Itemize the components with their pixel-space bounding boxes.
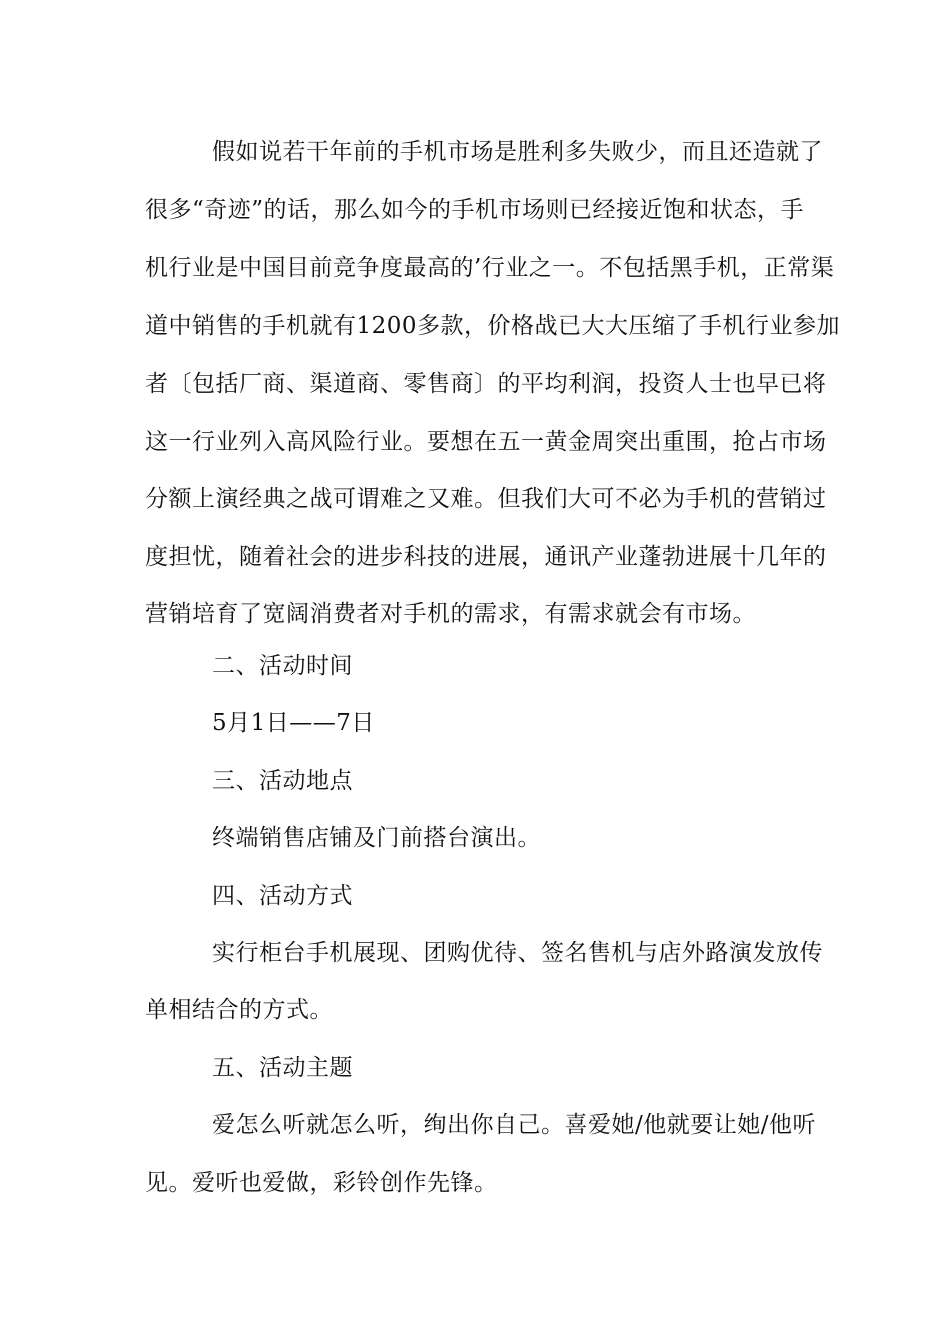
section-method-line-2: 单相结合的方式。 bbox=[145, 997, 333, 1023]
section-place-body: 终端销售店铺及门前搭台演出。 bbox=[212, 825, 541, 851]
intro-line-4: 道中销售的手机就有1200多款，价格战已大大压缩了手机行业参加 bbox=[145, 313, 841, 339]
intro-line-8: 度担忧，随着社会的进步科技的进展，通讯产业蓬勃进展十几年的 bbox=[145, 544, 827, 570]
section-time-body: 5月1日——7日 bbox=[212, 710, 375, 736]
section-theme-heading: 五、活动主题 bbox=[212, 1055, 353, 1081]
section-method-heading: 四、活动方式 bbox=[212, 883, 353, 909]
section-place-heading: 三、活动地点 bbox=[212, 768, 353, 794]
section-time-heading: 二、活动时间 bbox=[212, 653, 353, 679]
intro-line-6: 这一行业列入高风险行业。要想在五一黄金周突出重围，抢占市场 bbox=[145, 429, 827, 455]
intro-line-5: 者〔包括厂商、渠道商、零售商〕的平均利润，投资人士也早已将 bbox=[145, 371, 827, 397]
intro-line-2: 很多“奇迹”的话，那么如今的手机市场则已经接近饱和状态，手 bbox=[145, 197, 805, 223]
section-theme-line-2: 见。爱听也爱做，彩铃创作先锋。 bbox=[145, 1170, 498, 1196]
section-method-line-1: 实行柜台手机展现、团购优待、签名售机与店外路演发放传 bbox=[212, 940, 823, 966]
intro-line-7: 分额上演经典之战可谓难之又难。但我们大可不必为手机的营销过 bbox=[145, 486, 827, 512]
intro-line-3: 机行业是中国目前竞争度最高的’行业之一。不包括黑手机，正常渠 bbox=[145, 255, 835, 281]
intro-line-1: 假如说若干年前的手机市场是胜利多失败少，而且还造就了 bbox=[212, 139, 823, 165]
section-theme-line-1: 爱怎么听就怎么听，绚出你自己。喜爱她/他就要让她/他听 bbox=[212, 1112, 816, 1138]
intro-line-9: 营销培育了宽阔消费者对手机的需求，有需求就会有市场。 bbox=[145, 601, 756, 627]
